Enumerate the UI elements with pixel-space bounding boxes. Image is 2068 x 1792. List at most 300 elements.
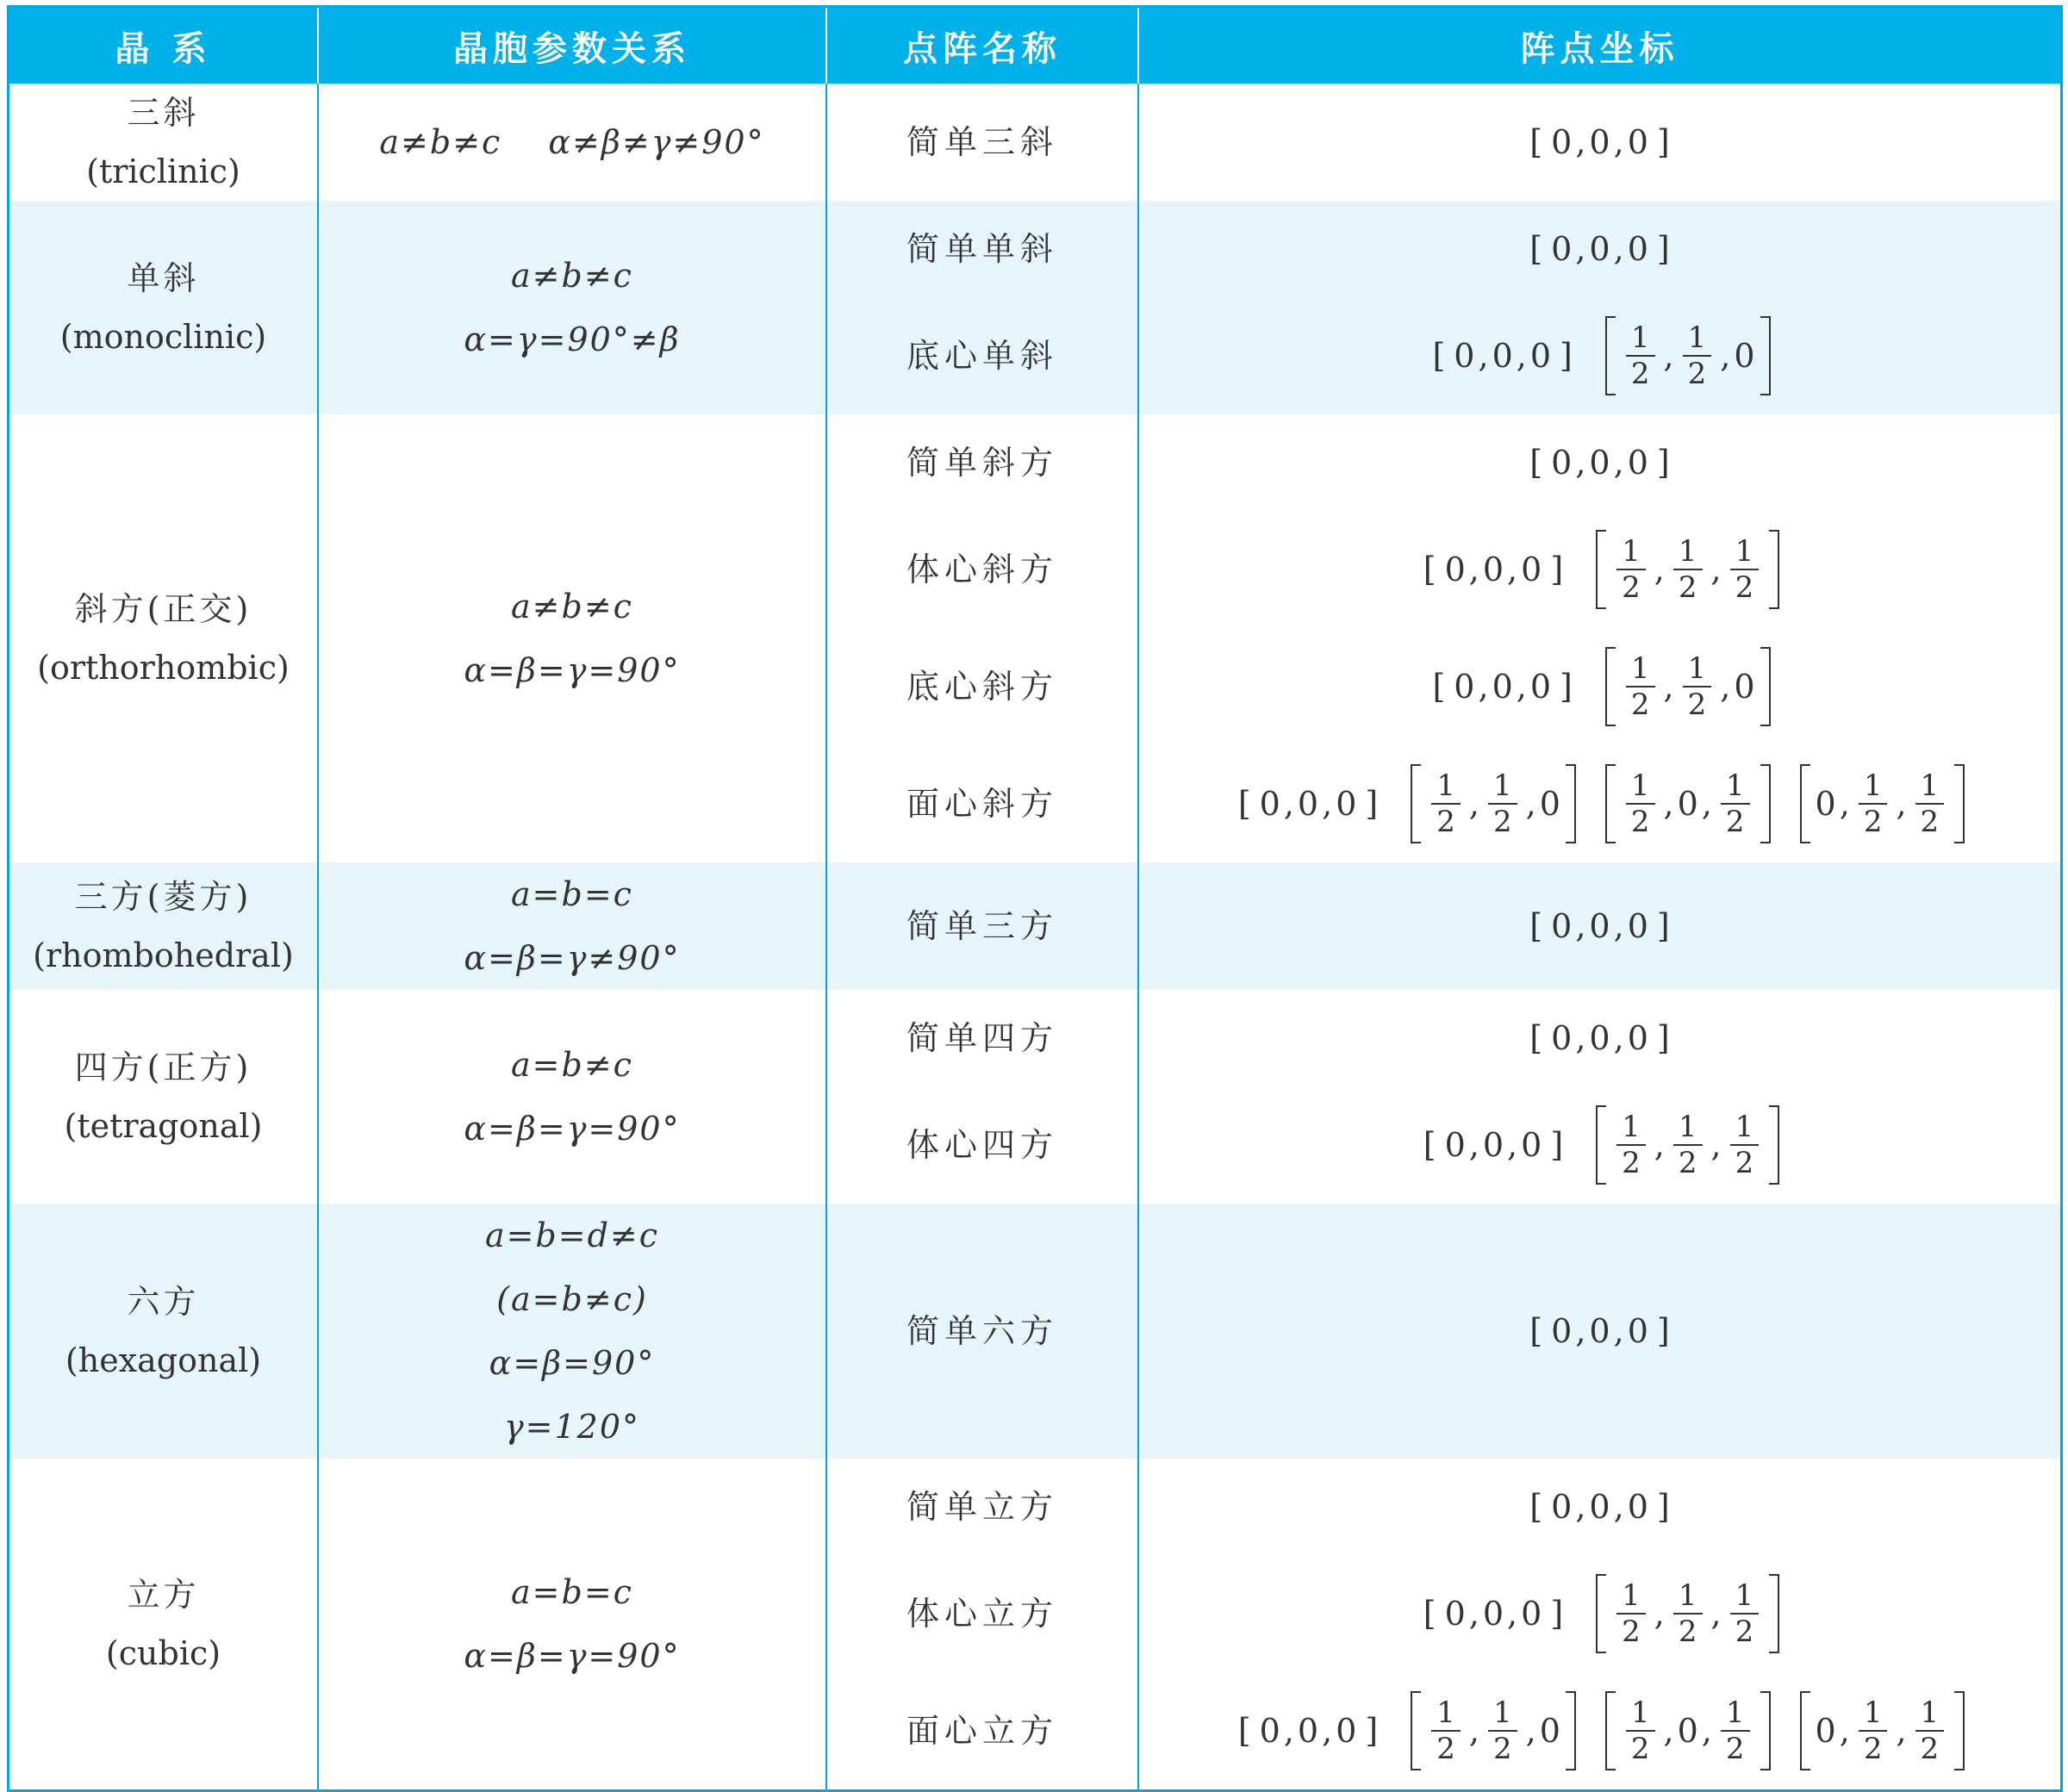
lattice-point-coordinates <box>1139 201 2060 297</box>
fraction <box>1683 320 1712 391</box>
lattice-coordinates-cell <box>1138 990 2060 1204</box>
coordinate-values <box>1421 768 1566 839</box>
comma: , <box>1575 1488 1586 1526</box>
left-bracket: [ <box>1423 1595 1436 1633</box>
fraction-numerator: 1 <box>1673 1110 1703 1146</box>
fraction <box>1683 651 1712 722</box>
coordinate-value: 0 <box>1677 1712 1698 1750</box>
fraction <box>1859 768 1888 839</box>
lattice-name: 简单单斜 <box>906 230 1058 268</box>
coordinate-values <box>1546 1312 1654 1350</box>
comma: , <box>1710 1595 1722 1633</box>
coordinate-values <box>1606 534 1769 605</box>
lattice-name: 底心斜方 <box>906 668 1058 706</box>
comma: , <box>1468 1712 1479 1750</box>
lattice-point-coordinates <box>1139 1459 2060 1555</box>
comma: , <box>1896 785 1907 823</box>
fraction-denominator: 2 <box>1622 570 1641 605</box>
cell-parameter-relation: a=b≠c <box>511 1046 633 1084</box>
comma: , <box>1322 1712 1333 1750</box>
coordinate-value: 0 <box>1677 785 1698 823</box>
left-bracket <box>1596 530 1606 609</box>
comma: , <box>1710 551 1722 588</box>
coordinate-bracket <box>1420 1595 1567 1633</box>
coordinate-value: 0 <box>1551 907 1573 945</box>
fraction-denominator: 2 <box>1725 1732 1745 1766</box>
coordinate-bracket <box>1429 337 1575 375</box>
coordinate-bracket <box>1420 1126 1567 1164</box>
right-bracket <box>1566 1691 1576 1770</box>
coordinate-value: 0 <box>1627 1312 1648 1350</box>
coordinate-value: 0 <box>1482 1126 1504 1164</box>
lattice-name: 简单三方 <box>906 907 1058 945</box>
fraction <box>1730 1110 1760 1180</box>
fraction-numerator: 1 <box>1915 768 1945 805</box>
header-lattice-coordinates: 阵点坐标 <box>1138 8 2060 84</box>
fraction <box>1626 651 1655 722</box>
coordinate-value: 0 <box>1589 230 1610 268</box>
fraction-numerator: 1 <box>1626 651 1655 688</box>
table-row <box>9 990 2060 1204</box>
left-bracket <box>1800 764 1810 843</box>
lattice-name: 面心立方 <box>906 1712 1058 1750</box>
left-bracket: [ <box>1529 1488 1543 1526</box>
comma: , <box>1839 785 1850 823</box>
fraction-denominator: 2 <box>1622 1146 1641 1180</box>
coordinate-values <box>1616 651 1760 722</box>
coordinate-bracket <box>1800 1691 1965 1770</box>
lattice-name: 简单斜方 <box>906 444 1058 482</box>
crystal-system-name-zh: 单斜 <box>127 259 200 297</box>
coordinate-value: 0 <box>1589 1019 1610 1057</box>
coordinate-value: 0 <box>1259 1712 1280 1750</box>
comma: , <box>1507 1126 1518 1164</box>
coordinate-value: 0 <box>1521 1126 1542 1164</box>
fraction-denominator: 2 <box>1687 357 1707 391</box>
fraction <box>1616 1110 1646 1180</box>
left-bracket <box>1605 316 1616 395</box>
fraction <box>1915 768 1945 839</box>
cell-parameter-relation: a≠b≠c <box>511 588 633 625</box>
fraction-numerator: 1 <box>1488 768 1517 805</box>
right-bracket <box>1760 1691 1771 1770</box>
coordinate-bracket <box>1526 1019 1672 1057</box>
coordinate-value: 0 <box>1492 337 1513 375</box>
comma: , <box>1701 785 1712 823</box>
lattice-coordinates-cell <box>1138 1204 2060 1459</box>
fraction <box>1730 1578 1760 1649</box>
comma: , <box>1468 1595 1479 1633</box>
fraction <box>1673 1578 1703 1649</box>
comma: , <box>1663 1712 1674 1750</box>
lattice-names-cell <box>826 862 1138 990</box>
coordinate-values <box>1448 668 1556 706</box>
fraction <box>1488 1696 1517 1766</box>
coordinate-value: 0 <box>1297 785 1319 823</box>
header-cell-parameters: 晶胞参数关系 <box>318 8 826 84</box>
lattice-name: 体心四方 <box>906 1126 1058 1164</box>
coordinate-value: 0 <box>1259 785 1280 823</box>
cell-parameters-cell <box>318 862 826 990</box>
fraction-denominator: 2 <box>1920 805 1940 839</box>
coordinate-value: 0 <box>1529 668 1552 706</box>
coordinate-bracket <box>1605 1691 1771 1770</box>
cell-parameter-relation: γ=120° <box>503 1408 641 1446</box>
coordinate-values <box>1810 768 1955 839</box>
fraction-denominator: 2 <box>1436 1732 1455 1766</box>
crystal-system-name-zh: 六方 <box>127 1283 200 1321</box>
coordinate-value: 0 <box>1297 1712 1319 1750</box>
coordinate-bracket <box>1411 1691 1576 1770</box>
coordinate-value: 0 <box>1482 551 1504 588</box>
right-bracket: ] <box>1656 1312 1670 1350</box>
cell-parameter-relation: α=β=γ≠90° <box>464 939 681 977</box>
fraction-numerator: 1 <box>1721 768 1750 805</box>
fraction <box>1721 1696 1750 1766</box>
fraction-numerator: 1 <box>1859 768 1888 805</box>
coordinate-value: 0 <box>1454 668 1475 706</box>
fraction <box>1626 320 1655 391</box>
left-bracket <box>1605 647 1616 726</box>
crystal-system-cell <box>9 84 318 201</box>
coordinate-value: 0 <box>1551 1312 1573 1350</box>
table-body <box>9 84 2060 1789</box>
comma: , <box>1516 337 1527 375</box>
coordinate-value: 0 <box>1529 337 1552 375</box>
fraction-numerator: 1 <box>1673 534 1703 570</box>
fraction-numerator: 1 <box>1431 1696 1461 1732</box>
coordinate-bracket <box>1526 444 1672 482</box>
crystal-system-name-en: (triclinic) <box>86 152 240 190</box>
coordinate-values <box>1546 907 1654 945</box>
coordinate-bracket <box>1596 1574 1779 1653</box>
comma: , <box>1896 1712 1907 1750</box>
coordinate-bracket <box>1605 764 1771 843</box>
fraction-numerator: 1 <box>1626 768 1655 805</box>
coordinate-values <box>1255 1712 1362 1750</box>
coordinate-values <box>1546 444 1654 482</box>
cell-parameter-relation: α=γ=90°≠β <box>464 320 681 358</box>
coordinate-value: 0 <box>1815 1712 1836 1750</box>
lattice-name: 体心斜方 <box>906 551 1058 588</box>
coordinate-value: 0 <box>1627 123 1648 161</box>
coordinate-value: 0 <box>1521 1595 1542 1633</box>
coordinate-bracket <box>1605 316 1771 395</box>
lattice-names-cell <box>826 414 1138 862</box>
fraction-denominator: 2 <box>1630 357 1650 391</box>
right-bracket: ] <box>1365 785 1379 823</box>
cell-parameters-cell <box>318 84 826 201</box>
comma: , <box>1507 551 1518 588</box>
fraction-denominator: 2 <box>1687 688 1707 722</box>
coordinate-bracket <box>1800 764 1965 843</box>
right-bracket: ] <box>1656 230 1670 268</box>
fraction-numerator: 1 <box>1730 534 1760 570</box>
fraction-numerator: 1 <box>1488 1696 1517 1732</box>
coordinate-values <box>1616 320 1760 391</box>
lattice-point-coordinates <box>1139 1672 2060 1789</box>
coordinate-value: 0 <box>1521 551 1542 588</box>
lattice-names-cell <box>826 201 1138 414</box>
fraction-denominator: 2 <box>1492 805 1512 839</box>
left-bracket: [ <box>1423 551 1436 588</box>
header-crystal-system: 晶 系 <box>9 8 318 84</box>
fraction <box>1626 768 1655 839</box>
fraction-denominator: 2 <box>1735 1615 1754 1649</box>
coordinate-value: 0 <box>1589 907 1610 945</box>
left-bracket: [ <box>1529 444 1543 482</box>
fraction-numerator: 1 <box>1683 320 1712 357</box>
fraction <box>1721 768 1750 839</box>
fraction-numerator: 1 <box>1673 1578 1703 1615</box>
lattice-coordinates-cell <box>1138 862 2060 990</box>
comma: , <box>1575 123 1586 161</box>
coordinate-bracket <box>1411 764 1576 843</box>
comma: , <box>1525 785 1536 823</box>
coordinate-value: 0 <box>1492 668 1513 706</box>
comma: , <box>1507 1595 1518 1633</box>
cell-parameters-cell <box>318 201 826 414</box>
coordinate-value: 0 <box>1589 123 1610 161</box>
lattice-coordinates-cell <box>1138 201 2060 414</box>
cell-parameters-cell <box>318 1204 826 1459</box>
coordinate-value: 0 <box>1734 337 1755 375</box>
cell-parameter-relation: α=β=90° <box>489 1344 656 1382</box>
comma: , <box>1468 1126 1479 1164</box>
coordinate-value: 0 <box>1551 123 1573 161</box>
comma: , <box>1525 1712 1536 1750</box>
lattice-name: 简单六方 <box>906 1312 1058 1350</box>
coordinate-value: 0 <box>1589 1312 1610 1350</box>
coordinate-bracket <box>1596 1105 1779 1185</box>
right-bracket <box>1769 530 1779 609</box>
coordinate-bracket <box>1526 123 1672 161</box>
lattice-name: 体心立方 <box>906 1595 1058 1633</box>
coordinate-value: 0 <box>1627 1019 1648 1057</box>
right-bracket: ] <box>1560 668 1573 706</box>
left-bracket: [ <box>1432 337 1446 375</box>
coordinate-value: 0 <box>1336 1712 1357 1750</box>
lattice-point-coordinates <box>1139 1555 2060 1672</box>
coordinate-bracket <box>1526 907 1672 945</box>
comma: , <box>1654 551 1665 588</box>
comma: , <box>1720 668 1731 706</box>
lattice-point-coordinates <box>1139 745 2060 862</box>
fraction <box>1915 1696 1945 1766</box>
crystal-system-table-frame <box>7 5 2063 1792</box>
right-bracket: ] <box>1550 551 1564 588</box>
coordinate-values <box>1546 123 1654 161</box>
coordinate-value: 0 <box>1734 668 1755 706</box>
left-bracket <box>1596 1574 1606 1653</box>
fraction <box>1859 1696 1888 1766</box>
coordinate-value: 0 <box>1627 907 1648 945</box>
lattice-point-coordinates <box>1139 94 2060 190</box>
fraction <box>1673 534 1703 605</box>
cell-parameter-relation: α=β=γ=90° <box>464 1637 681 1675</box>
right-bracket: ] <box>1550 1126 1564 1164</box>
coordinate-value: 0 <box>1539 785 1560 823</box>
coordinate-value: 0 <box>1482 1595 1504 1633</box>
coordinate-values <box>1606 1578 1769 1649</box>
comma: , <box>1663 668 1674 706</box>
cell-parameter-relation: a≠b≠c <box>511 257 633 295</box>
left-bracket: [ <box>1529 123 1543 161</box>
lattice-name: 底心单斜 <box>906 337 1058 375</box>
right-bracket <box>1769 1574 1779 1653</box>
coordinate-bracket <box>1596 530 1779 609</box>
coordinate-values <box>1810 1696 1955 1766</box>
coordinate-value: 0 <box>1627 230 1648 268</box>
coordinate-value: 0 <box>1551 444 1573 482</box>
fraction <box>1616 534 1646 605</box>
comma: , <box>1283 1712 1294 1750</box>
coordinate-value: 0 <box>1336 785 1357 823</box>
cell-parameter-relation: a=b=c <box>511 875 633 913</box>
cell-parameter-relation: a≠b≠c α≠β≠γ≠90° <box>379 123 765 161</box>
fraction-denominator: 2 <box>1725 805 1745 839</box>
lattice-name: 简单四方 <box>906 1019 1058 1057</box>
comma: , <box>1613 444 1624 482</box>
coordinate-values <box>1440 551 1548 588</box>
crystal-system-cell <box>9 862 318 990</box>
left-bracket <box>1411 1691 1421 1770</box>
fraction-numerator: 1 <box>1616 534 1646 570</box>
coordinate-values <box>1616 1696 1760 1766</box>
comma: , <box>1701 1712 1712 1750</box>
coordinate-value: 0 <box>1444 1595 1466 1633</box>
coordinate-value: 0 <box>1551 1019 1573 1057</box>
crystal-system-name-zh: 三斜 <box>127 94 200 132</box>
table-row <box>9 1459 2060 1789</box>
comma: , <box>1283 785 1294 823</box>
comma: , <box>1322 785 1333 823</box>
left-bracket: [ <box>1529 1019 1543 1057</box>
coordinate-value: 0 <box>1551 230 1573 268</box>
fraction-numerator: 1 <box>1915 1696 1945 1732</box>
coordinate-values <box>1421 1696 1566 1766</box>
lattice-coordinates-cell <box>1138 84 2060 201</box>
fraction-denominator: 2 <box>1678 570 1697 605</box>
crystal-system-cell <box>9 201 318 414</box>
comma: , <box>1613 1312 1624 1350</box>
table-row <box>9 84 2060 201</box>
coordinate-value: 0 <box>1815 785 1836 823</box>
coordinate-values <box>1546 1019 1654 1057</box>
right-bracket <box>1566 764 1576 843</box>
cell-parameter-relation: a=b=c <box>511 1573 633 1611</box>
lattice-point-coordinates <box>1139 990 2060 1086</box>
fraction <box>1431 1696 1461 1766</box>
lattice-point-coordinates <box>1139 414 2060 511</box>
fraction-numerator: 1 <box>1730 1110 1760 1146</box>
lattice-point-coordinates <box>1139 511 2060 628</box>
left-bracket: [ <box>1237 1712 1251 1750</box>
comma: , <box>1575 907 1586 945</box>
right-bracket: ] <box>1365 1712 1379 1750</box>
fraction-denominator: 2 <box>1863 1732 1883 1766</box>
right-bracket: ] <box>1656 444 1670 482</box>
comma: , <box>1663 785 1674 823</box>
comma: , <box>1575 230 1586 268</box>
coordinate-value: 0 <box>1589 1488 1610 1526</box>
coordinate-values <box>1546 1488 1654 1526</box>
right-bracket: ] <box>1656 1019 1670 1057</box>
comma: , <box>1654 1126 1665 1164</box>
lattice-names-cell <box>826 84 1138 201</box>
fraction-denominator: 2 <box>1622 1615 1641 1649</box>
coordinate-values <box>1440 1126 1548 1164</box>
comma: , <box>1468 785 1479 823</box>
fraction-numerator: 1 <box>1616 1578 1646 1615</box>
right-bracket <box>1760 316 1771 395</box>
lattice-point-coordinates <box>1139 297 2060 414</box>
coordinate-values <box>1546 230 1654 268</box>
cell-parameter-relation: (a=b≠c) <box>496 1280 648 1318</box>
left-bracket: [ <box>1423 1126 1436 1164</box>
comma: , <box>1478 668 1489 706</box>
lattice-name: 简单三斜 <box>906 123 1058 161</box>
comma: , <box>1654 1595 1665 1633</box>
cell-parameter-relation: α=β=γ=90° <box>464 651 681 689</box>
crystal-system-name-en: (monoclinic) <box>59 318 267 356</box>
fraction-numerator: 1 <box>1683 651 1712 688</box>
coordinate-values <box>1606 1110 1769 1180</box>
lattice-point-coordinates <box>1139 1086 2060 1204</box>
left-bracket <box>1411 764 1421 843</box>
fraction-numerator: 1 <box>1616 1110 1646 1146</box>
lattice-names-cell <box>826 1204 1138 1459</box>
left-bracket: [ <box>1237 785 1251 823</box>
fraction-denominator: 2 <box>1678 1615 1697 1649</box>
fraction-numerator: 1 <box>1626 320 1655 357</box>
right-bracket: ] <box>1656 1488 1670 1526</box>
lattice-coordinates-cell <box>1138 414 2060 862</box>
crystal-system-table <box>9 8 2060 1789</box>
cell-parameters-cell <box>318 414 826 862</box>
crystal-system-cell <box>9 1204 318 1459</box>
crystal-system-name-en: (rhombohedral) <box>33 936 294 974</box>
comma: , <box>1710 1126 1722 1164</box>
table-row <box>9 1204 2060 1459</box>
lattice-names-cell <box>826 1459 1138 1789</box>
fraction-numerator: 1 <box>1431 768 1461 805</box>
crystal-system-cell <box>9 990 318 1204</box>
fraction <box>1730 534 1760 605</box>
crystal-system-name-en: (tetragonal) <box>64 1107 263 1145</box>
left-bracket <box>1800 1691 1810 1770</box>
coordinate-values <box>1616 768 1760 839</box>
fraction-denominator: 2 <box>1630 688 1650 722</box>
table-row <box>9 414 2060 862</box>
fraction-denominator: 2 <box>1630 1732 1650 1766</box>
fraction-denominator: 2 <box>1436 805 1455 839</box>
lattice-point-coordinates <box>1139 878 2060 974</box>
lattice-coordinates-cell <box>1138 1459 2060 1789</box>
left-bracket <box>1605 764 1616 843</box>
lattice-point-coordinates <box>1139 1283 2060 1379</box>
comma: , <box>1839 1712 1850 1750</box>
coordinate-value: 0 <box>1539 1712 1560 1750</box>
crystal-system-name-en: (orthorhombic) <box>37 649 290 687</box>
comma: , <box>1468 551 1479 588</box>
table-row <box>9 201 2060 414</box>
left-bracket: [ <box>1529 1312 1543 1350</box>
coordinate-values <box>1440 1595 1548 1633</box>
coordinate-bracket <box>1235 1712 1381 1750</box>
crystal-system-name-zh: 斜方(正交) <box>74 590 252 628</box>
coordinate-value: 0 <box>1589 444 1610 482</box>
